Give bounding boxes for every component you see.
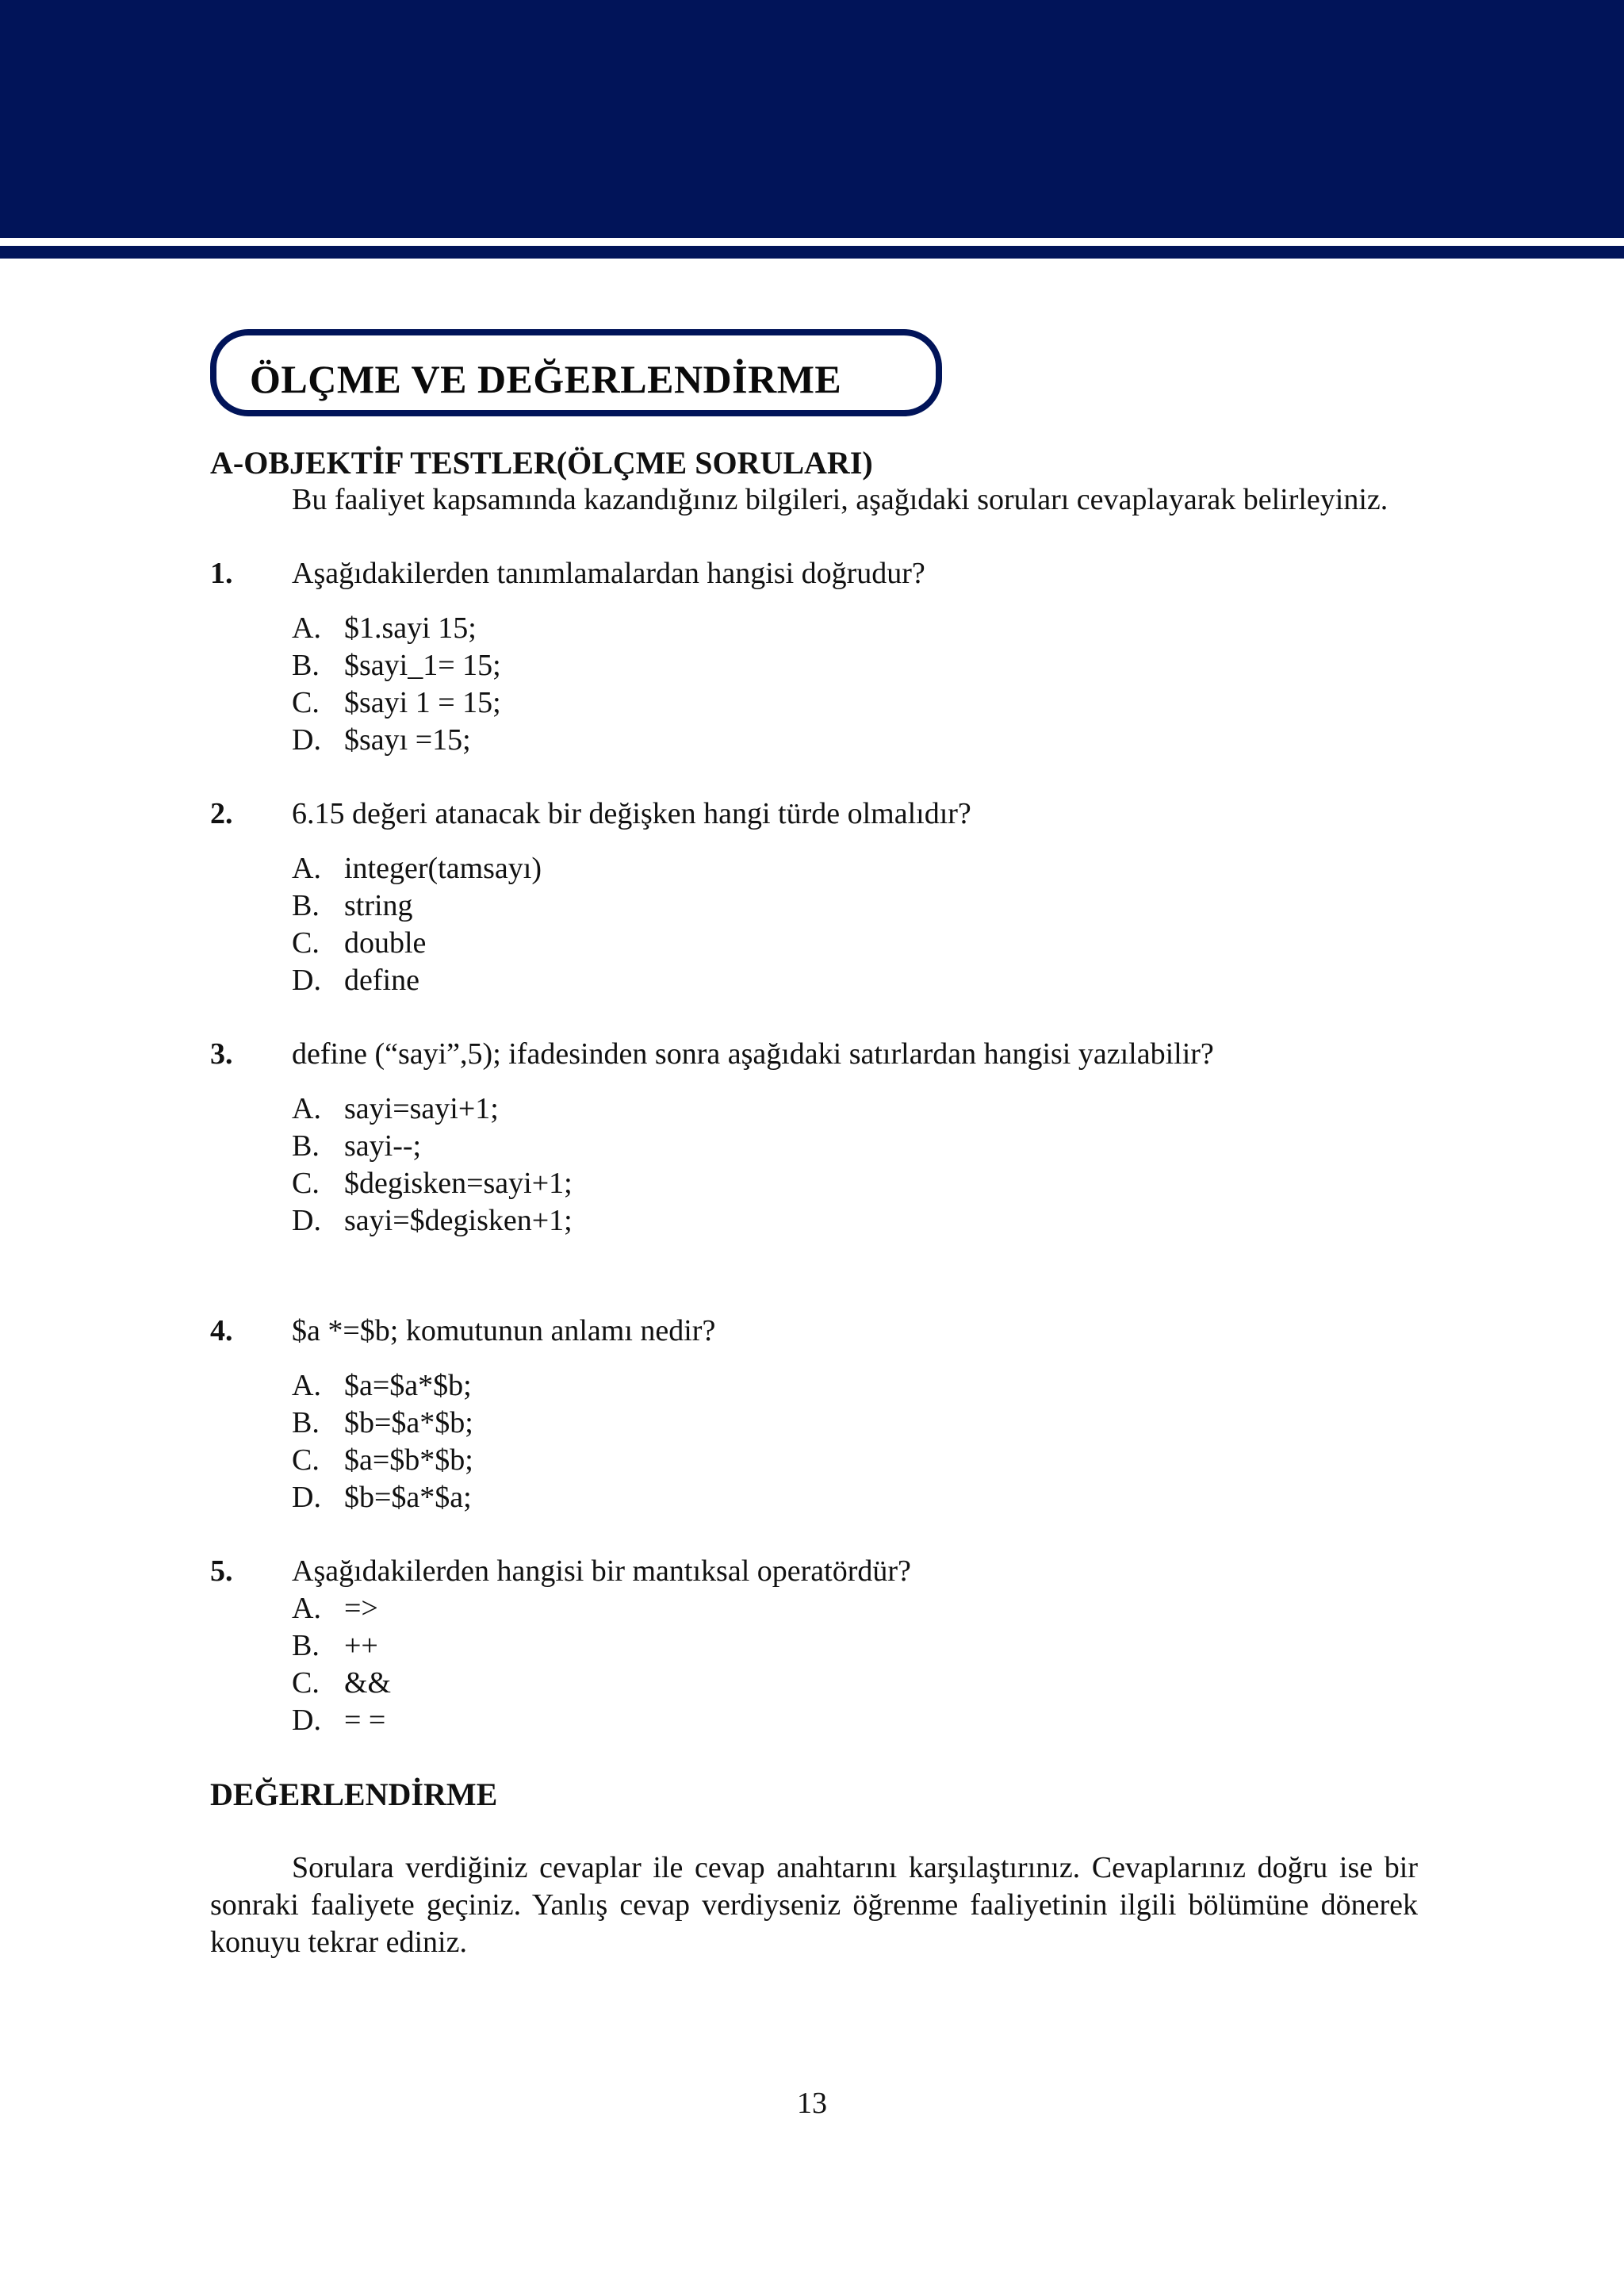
option-d: [292, 1202, 1418, 1240]
option-letter: C.: [292, 1167, 320, 1200]
option-text: sayi=sayi+1;: [344, 1092, 499, 1125]
option-text: $degisken=sayi+1;: [344, 1167, 573, 1200]
question-number: 5.: [210, 1554, 233, 1588]
option-d: [292, 962, 1418, 999]
question-1: [210, 555, 1418, 759]
option-a: [292, 1367, 1418, 1405]
question-text: Aşağıdakilerden tanımlamalardan hangisi doğrudur?: [292, 557, 925, 590]
option-c: [292, 684, 1418, 722]
option-text: = =: [344, 1704, 386, 1737]
option-text: ++: [344, 1629, 378, 1662]
option-d: [292, 722, 1418, 759]
option-a: [292, 1590, 1418, 1627]
options-list: [292, 1090, 1418, 1240]
option-letter: C.: [292, 1666, 320, 1700]
option-c: [292, 925, 1418, 962]
option-b: [292, 647, 1418, 684]
option-letter: B.: [292, 1129, 320, 1163]
option-letter: C.: [292, 1443, 320, 1477]
option-text: =>: [344, 1592, 378, 1625]
option-text: sayi=$degisken+1;: [344, 1204, 573, 1237]
option-text: $1.sayi 15;: [344, 611, 477, 645]
option-letter: D.: [292, 1481, 321, 1514]
evaluation-paragraph: Sorulara verdiğiniz cevaplar ile cevap anahtarını karşılaştırınız. Cevaplarınız doğru ise bir sonraki faaliyete geçiniz. Yanlış cevap verdiyseniz öğrenme faaliyetinin ilgili bölümüne dönerek konuyu tekrar ediniz.: [210, 1851, 1418, 1959]
option-b: [292, 1405, 1418, 1442]
question-text: define (“sayi”,5); ifadesinden sonra aşağıdaki satırlardan hangisi yazılabilir?: [292, 1037, 1214, 1071]
question-number: 4.: [210, 1314, 233, 1347]
option-letter: B.: [292, 1406, 320, 1439]
header-rule: [0, 246, 1624, 259]
option-text: $b=$a*$a;: [344, 1481, 472, 1514]
evaluation-heading: DEĞERLENDİRME: [210, 1776, 498, 1812]
option-c: [292, 1442, 1418, 1479]
option-d: [292, 1479, 1418, 1516]
question-number: 1.: [210, 557, 233, 590]
question-5: [210, 1553, 1418, 1739]
options-list: [292, 610, 1418, 759]
option-text: $sayi 1 = 15;: [344, 686, 501, 719]
intro-paragraph: Bu faaliyet kapsamında kazandığınız bilgileri, aşağıdaki soruları cevaplayarak belirleyiniz.: [292, 483, 1388, 516]
option-letter: D.: [292, 1204, 321, 1237]
option-letter: D.: [292, 723, 321, 757]
question-number: 2.: [210, 797, 233, 830]
page-number: 13: [797, 2087, 827, 2120]
option-c: [292, 1165, 1418, 1202]
option-letter: D.: [292, 1704, 321, 1737]
option-letter: C.: [292, 686, 320, 719]
option-letter: A.: [292, 1592, 321, 1625]
option-text: double: [344, 926, 427, 960]
option-a: [292, 1090, 1418, 1128]
question-text: $a *=$b; komutunun anlamı nedir?: [292, 1314, 716, 1347]
question-number: 3.: [210, 1037, 233, 1071]
option-text: sayi--;: [344, 1129, 422, 1163]
header-band: [0, 0, 1624, 238]
question-4: [210, 1313, 1418, 1516]
option-letter: A.: [292, 1092, 321, 1125]
page-content: [210, 444, 1418, 1961]
option-text: $a=$a*$b;: [344, 1369, 472, 1402]
option-letter: A.: [292, 852, 321, 885]
section-title: ÖLÇME VE DEĞERLENDİRME: [250, 357, 842, 401]
option-d: [292, 1702, 1418, 1739]
option-text: $sayi_1= 15;: [344, 649, 501, 682]
option-c: [292, 1665, 1418, 1702]
section-title-box: [210, 329, 942, 416]
option-b: [292, 1128, 1418, 1165]
option-b: [292, 887, 1418, 925]
option-text: $b=$a*$b;: [344, 1406, 473, 1439]
option-a: [292, 850, 1418, 887]
option-letter: B.: [292, 1629, 320, 1662]
option-letter: D.: [292, 964, 321, 997]
option-letter: C.: [292, 926, 320, 960]
question-text: 6.15 değeri atanacak bir değişken hangi türde olmalıdır?: [292, 797, 971, 830]
options-list: [292, 1367, 1418, 1516]
option-text: $a=$b*$b;: [344, 1443, 473, 1477]
option-text: define: [344, 964, 419, 997]
option-letter: B.: [292, 649, 320, 682]
question-3: [210, 1036, 1418, 1240]
option-letter: A.: [292, 1369, 321, 1402]
option-text: integer(tamsayı): [344, 852, 542, 885]
option-letter: A.: [292, 611, 321, 645]
question-2: [210, 795, 1418, 999]
option-b: [292, 1627, 1418, 1665]
subheading: A-OBJEKTİF TESTLER(ÖLÇME SORULARI): [210, 445, 873, 481]
option-a: [292, 610, 1418, 647]
options-list: [292, 1590, 1418, 1739]
options-list: [292, 850, 1418, 999]
option-text: string: [344, 889, 413, 922]
option-text: &&: [344, 1666, 392, 1700]
option-letter: B.: [292, 889, 320, 922]
question-text: Aşağıdakilerden hangisi bir mantıksal operatördür?: [292, 1554, 911, 1588]
option-text: $sayı =15;: [344, 723, 471, 757]
